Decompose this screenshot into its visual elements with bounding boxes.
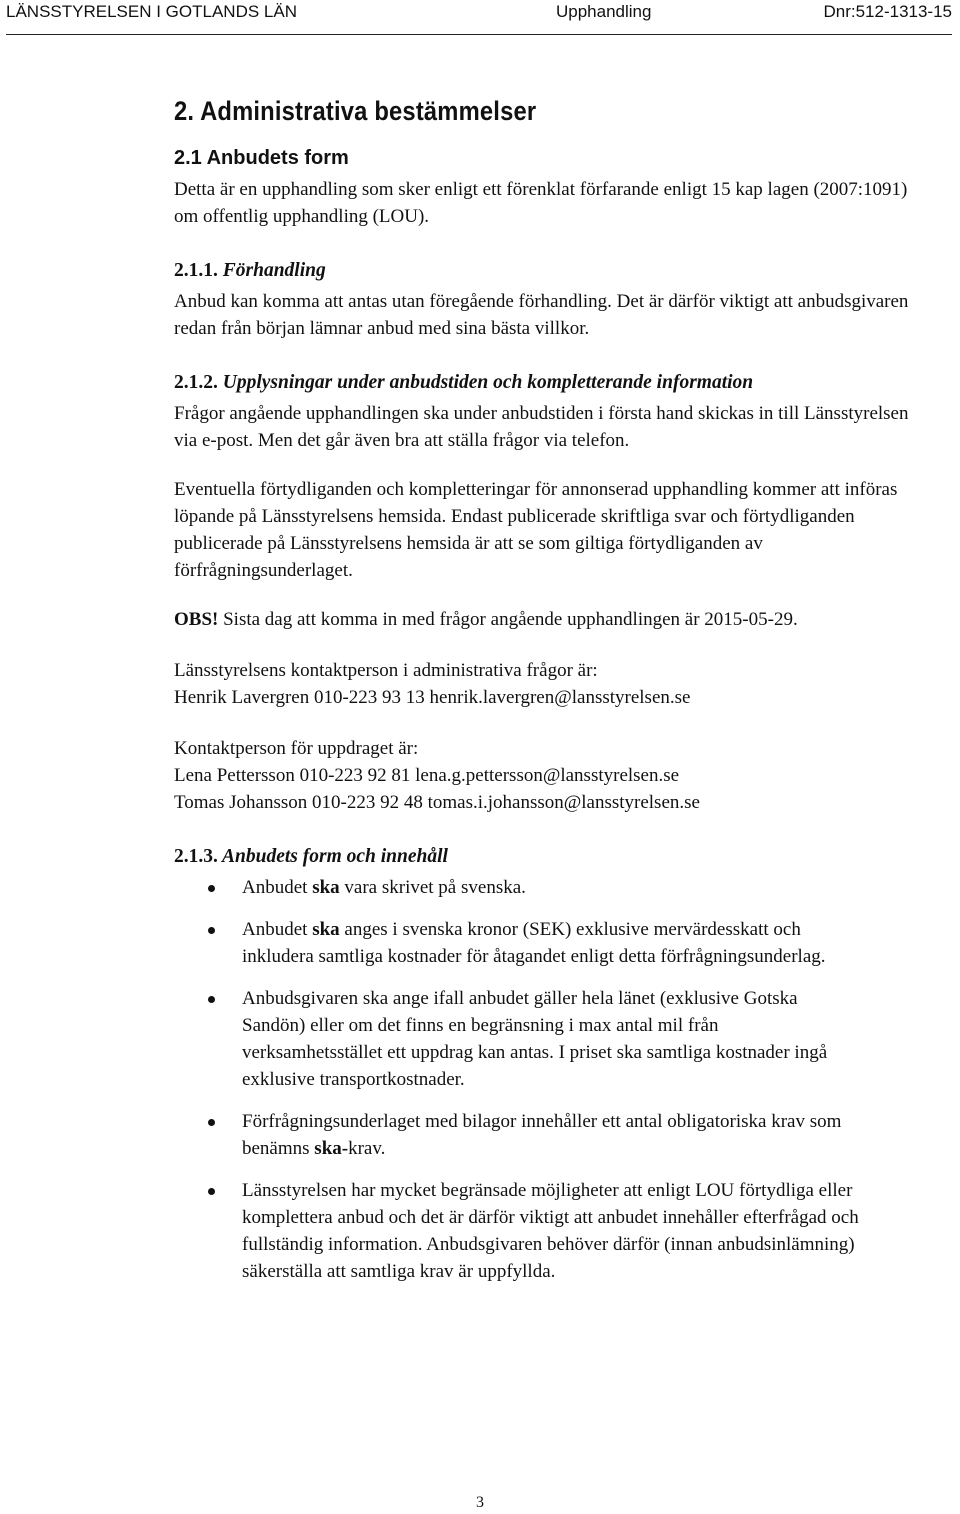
contact-assignment-2: Tomas Johansson 010-223 92 48 tomas.i.johansson@lansstyrelsen.se — [174, 792, 700, 813]
section-2-1-1-text: Anbud kan komma att antas utan föregående förhandling. Det är därför viktigt att anbudsgivaren redan från början lämnar anbud med sina bästa villkor. — [174, 291, 909, 339]
section-2-1-2-paragraph-2: Eventuella förtydliganden och kompletteringar för annonserad upphandling kommer att införas löpande på Länsstyrelsens hemsida. Endast publicerade skriftliga svar och förtydliganden publicerade på Länsstyrelsens hemsida är att se som giltiga förtydliganden av förfrågningsunderlaget. — [174, 479, 898, 581]
section-number: 2.1.2. — [174, 372, 218, 393]
section-heading-2-1-2 — [174, 372, 934, 394]
list-item: Anbudet ska vara skrivet på svenska. — [174, 874, 934, 901]
section-number: 2.1.1. — [174, 260, 218, 281]
bullet-icon — [208, 885, 215, 892]
header-divider — [6, 34, 952, 35]
chapter-heading: 2. Administrativa bestämmelser — [174, 96, 537, 126]
bullet-icon — [208, 1119, 215, 1126]
section-title: Anbudets form och innehåll — [222, 846, 448, 867]
page-header — [0, 0, 960, 36]
document-body — [174, 96, 934, 1300]
header-authority: LÄNSSTYRELSEN I GOTLANDS LÄN — [6, 2, 297, 21]
section-2-1-2-paragraph-1: Frågor angående upphandlingen ska under anbudstiden i första hand skickas in till Länsstyrelsen via e-post. Men det går även bra att ställa frågor via telefon. — [174, 403, 909, 451]
contact-assignment-label: Kontaktperson för uppdraget är: — [174, 738, 419, 759]
list-item: Länsstyrelsen har mycket begränsade möjligheter att enligt LOU förtydliga eller komplettera anbud och det är därför viktigt att anbudet innehåller efterfrågad och fullständig information. Anbudsgivaren behöver därför (innan anbudsinlämning) säkerställa att samtliga krav är uppfyllda. — [174, 1177, 867, 1285]
header-subject: Upphandling — [556, 2, 652, 21]
contact-admin: Henrik Lavergren 010-223 93 13 henrik.lavergren@lansstyrelsen.se — [174, 687, 691, 708]
contact-admin-label: Länsstyrelsens kontaktperson i administrativa frågor är: — [174, 660, 598, 681]
bullet-icon — [208, 996, 215, 1003]
requirements-list — [174, 874, 934, 1285]
contact-assignment-1: Lena Pettersson 010-223 92 81 lena.g.pettersson@lansstyrelsen.se — [174, 765, 680, 786]
section-2-1-text: Detta är en upphandling som sker enligt ett förenklat förfarande enligt 15 kap lagen (2007:1091) om offentlig upphandling (LOU). — [174, 179, 908, 227]
list-item: Förfrågningsunderlaget med bilagor innehåller ett antal obligatoriska krav som benämns ska-krav. — [174, 1108, 862, 1162]
section-heading-2-1-3 — [174, 846, 934, 868]
section-number: 2.1.3. — [174, 846, 218, 867]
section-title: Förhandling — [222, 260, 326, 281]
list-item: Anbudet ska anges i svenska kronor (SEK) exklusive mervärdesskatt och inkludera samtliga kostnader för åtagandet enligt detta förfrågningsunderlag. — [174, 916, 852, 970]
obs-text: Sista dag att komma in med frågor angående upphandlingen är 2015-05-29. — [218, 609, 798, 630]
section-heading-2-1: 2.1 Anbudets form — [174, 147, 349, 169]
obs-notice — [174, 606, 934, 633]
list-item: Anbudsgivaren ska ange ifall anbudet gäller hela länet (exklusive Gotska Sandön) eller om det finns en begränsning i max antal mil från verksamhetsstället ett uppdrag kan antas. I priset ska samtliga kostnader ingå exklusive transportkostnader. — [174, 985, 862, 1093]
section-title: Upplysningar under anbudstiden och kompletterande information — [222, 372, 754, 393]
header-reference: Dnr:512-1313-15 — [823, 2, 952, 21]
bullet-icon — [208, 927, 215, 934]
section-heading-2-1-1 — [174, 260, 934, 282]
bullet-icon — [208, 1188, 215, 1195]
obs-label: OBS! — [174, 609, 219, 630]
page-number: 3 — [476, 1494, 484, 1511]
